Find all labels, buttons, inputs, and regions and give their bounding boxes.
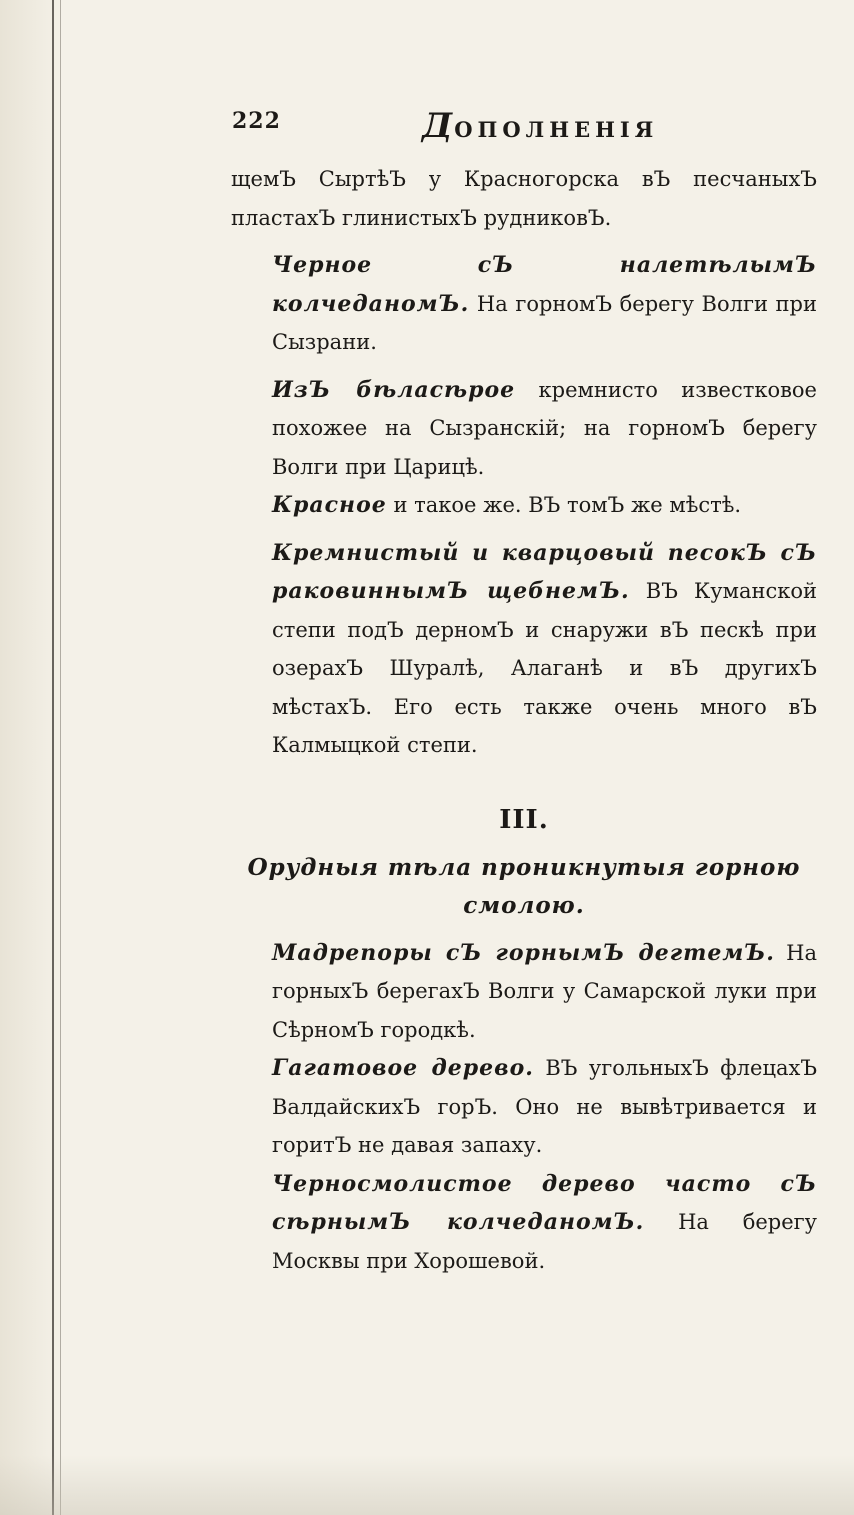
spine-edge-line — [52, 0, 54, 1515]
paragraph-jet-wood — [231, 1049, 817, 1165]
paragraph-black-variety — [231, 246, 817, 362]
section-title: Орудныя тѣла проникнутыя горною смолою. — [247, 853, 801, 919]
paragraph-text: и такое же. ВЪ томЪ же мѣстѣ. — [393, 493, 742, 517]
paragraph-text: щемЪ СыртѣЪ у Красногорска вЪ песчаныхЪ пластахЪ глинистыхЪ рудниковЪ. — [231, 167, 817, 230]
running-head-title: ДОПОЛНЕНІЯ — [422, 106, 659, 146]
spine-inner-line — [60, 0, 61, 1515]
paragraph-lead: Красное — [272, 492, 387, 518]
paragraph-text: На горныхЪ берегахЪ Волги у Самарской луки при СѣрномЪ городкѣ. — [272, 940, 817, 1042]
paragraph-lead: Черное сЪ налетѣлымЪ колчеданомЪ. — [272, 252, 817, 317]
paragraph-madrepores — [231, 934, 817, 1050]
section-number: III. — [499, 804, 549, 835]
page-number: 222 — [232, 108, 281, 134]
paragraph-continuation — [231, 160, 817, 237]
paragraph-text: На горномЪ берегу Волги при Сызрани. — [272, 291, 817, 354]
paragraph-lead: ИзЪ бѣласѣрое — [272, 376, 516, 403]
paragraph-white-grey-variety — [231, 371, 817, 487]
paragraph-text: На берегу Москвы при Хорошевой. — [272, 1210, 817, 1273]
paragraph-black-resin-wood — [231, 1165, 817, 1281]
paragraph-text: ВЪ угольныхЪ флецахЪ ВалдайскихЪ горЪ. Оно не вывѣтривается и горитЪ не давая запаху. — [272, 1056, 817, 1157]
paragraph-sand-variety — [231, 534, 817, 765]
paragraph-lead: Черносмолистое дерево часто сЪ сѣрнымЪ колчеданомЪ. — [272, 1170, 817, 1235]
page-bottom-stain — [0, 1455, 854, 1515]
running-head — [232, 108, 672, 148]
paragraph-lead: Мадрепоры сЪ горнымЪ дегтемЪ. — [272, 939, 775, 966]
body-text — [231, 160, 817, 1280]
paragraph-text: ВЪ Куманской степи подЪ дерномЪ и снаружи вЪ пескѣ при озерахЪ Шуралѣ, Алаганѣ и вЪ другихЪ мѣстахЪ. Его есть также очень много вЪ Калмыцкой степи. — [272, 579, 817, 757]
paragraph-red-variety — [231, 486, 817, 525]
paragraph-lead: Кремнистый и кварцовый песокЪ сЪ раковиннымЪ щебнемЪ. — [272, 539, 817, 604]
paragraph-text: кремнисто известковое похожее на Сызранскій; на горномЪ берегу Волги при Царицѣ. — [272, 377, 817, 479]
paragraph-lead: Гагатовое дерево. — [272, 1055, 534, 1081]
